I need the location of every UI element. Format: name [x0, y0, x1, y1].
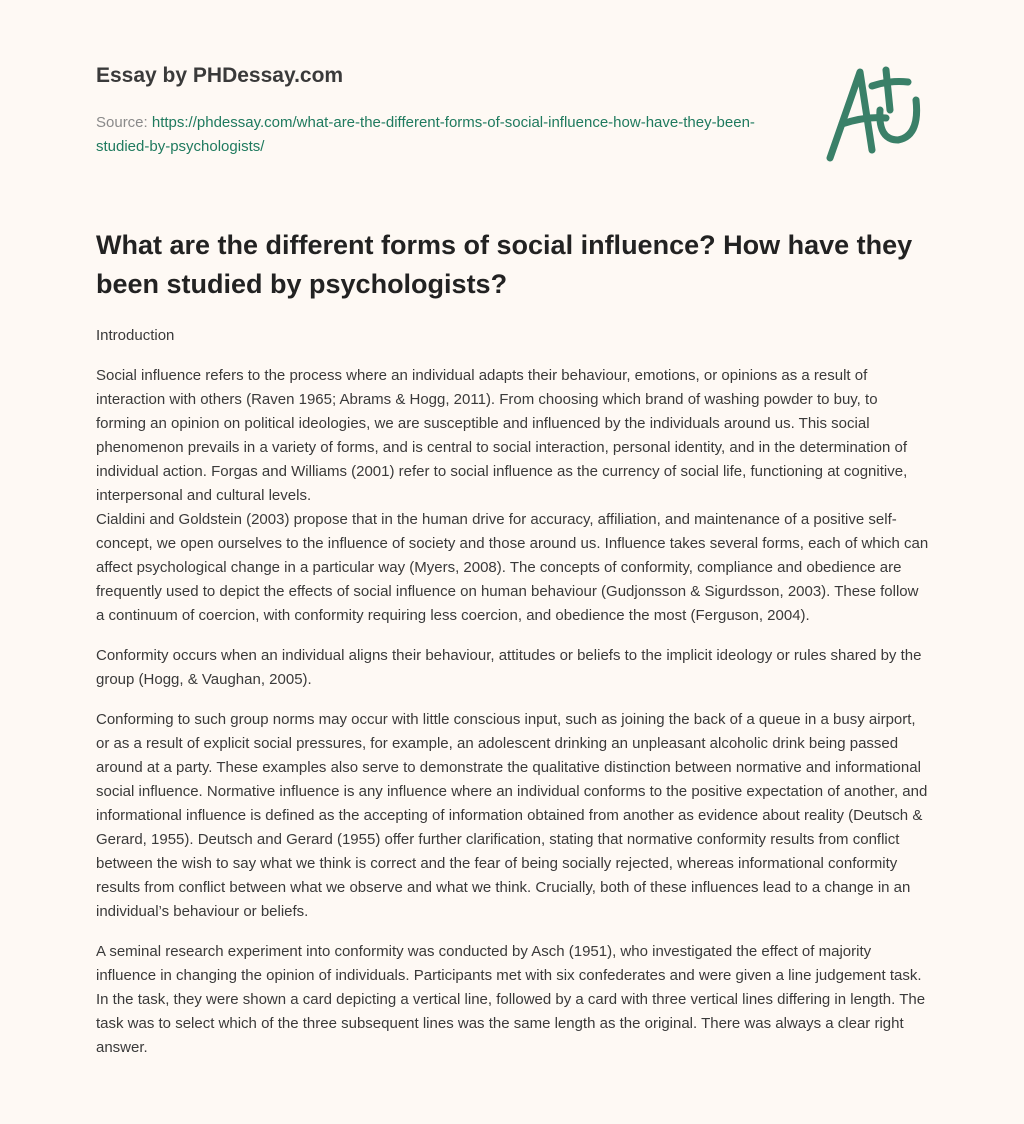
paragraph: Cialdini and Goldstein (2003) propose that in the human drive for accuracy, affiliation, and maintenance of a positive self-concept, we open ourselves to the influence of society and those around us. Influence takes several forms, each of which can affect psychological change in a particular way (Myers, 2008). The concepts of conformity, compliance and obedience are frequently used to depict the effects of social influence on human behaviour (Gudjonsson & Sigurdsson, 2003). These follow a continuum of coercion, with conformity requiring less coercion, and obedience the most (Ferguson, 2004).	[96, 511, 929, 624]
source-line	[96, 111, 756, 159]
source-label: Source:	[96, 114, 148, 131]
paragraph: Conformity occurs when an individual aligns their behaviour, attitudes or beliefs to the implicit ideology or rules shared by the group (Hogg, & Vaughan, 2005).	[96, 647, 922, 688]
site-brand: Essay by PHDessay.com	[96, 64, 344, 87]
paragraph: A seminal research experiment into conformity was conducted by Asch (1951), who investigated the effect of majority influence in changing the opinion of individuals. Participants met with six confederates and were given a line judgement task. In the task, they were shown a card depicting a vertical line, followed by a card with three vertical lines differing in length. The task was to select which of the three subsequent lines was the same length as the original. There was always a clear right answer.	[96, 943, 926, 1056]
section-heading-introduction: Introduction	[96, 327, 175, 344]
a-plus-logo-icon	[820, 40, 930, 165]
paragraph: Social influence refers to the process where an individual adapts their behaviour, emotions, or opinions as a result of interaction with others (Raven 1965; Abrams & Hogg, 2011). From choosing which brand of washing powder to buy, to forming an opinion on political ideologies, we are susceptible and influenced by the individuals around us. This social phenomenon prevails in a variety of forms, and is central to social interaction, personal identity, and in the determination of individual action. Forgas and Williams (2001) refer to social influence as the currency of social life, functioning at cognitive, interpersonal and cultural levels.	[96, 367, 908, 504]
source-link[interactable]: https://phdessay.com/what-are-the-different-forms-of-social-influence-how-have-they-been-studied-by-psychologists/	[96, 114, 755, 155]
article-title: What are the different forms of social influence? How have they been studied by psychologists?	[96, 230, 913, 299]
paragraph: Conforming to such group norms may occur with little conscious input, such as joining the back of a queue in a busy airport, or as a result of explicit social pressures, for example, an adolescent drinking an unpleasant alcoholic drink being passed around at a party. These examples also serve to demonstrate the qualitative distinction between normative and informational social influence. Normative influence is any influence where an individual conforms to the positive expectation of another, and informational influence is defined as the accepting of information obtained from another as evidence about reality (Deutsch & Gerard, 1955). Deutsch and Gerard (1955) offer further clarification, stating that normative conformity results from conflict between the wish to say what we think is correct and the fear of being socially rejected, whereas informational conformity results from conflict between what we observe and what we think. Crucially, both of these influences lead to a change in an individual’s behaviour or beliefs.	[96, 711, 928, 920]
article-body	[96, 324, 930, 1076]
